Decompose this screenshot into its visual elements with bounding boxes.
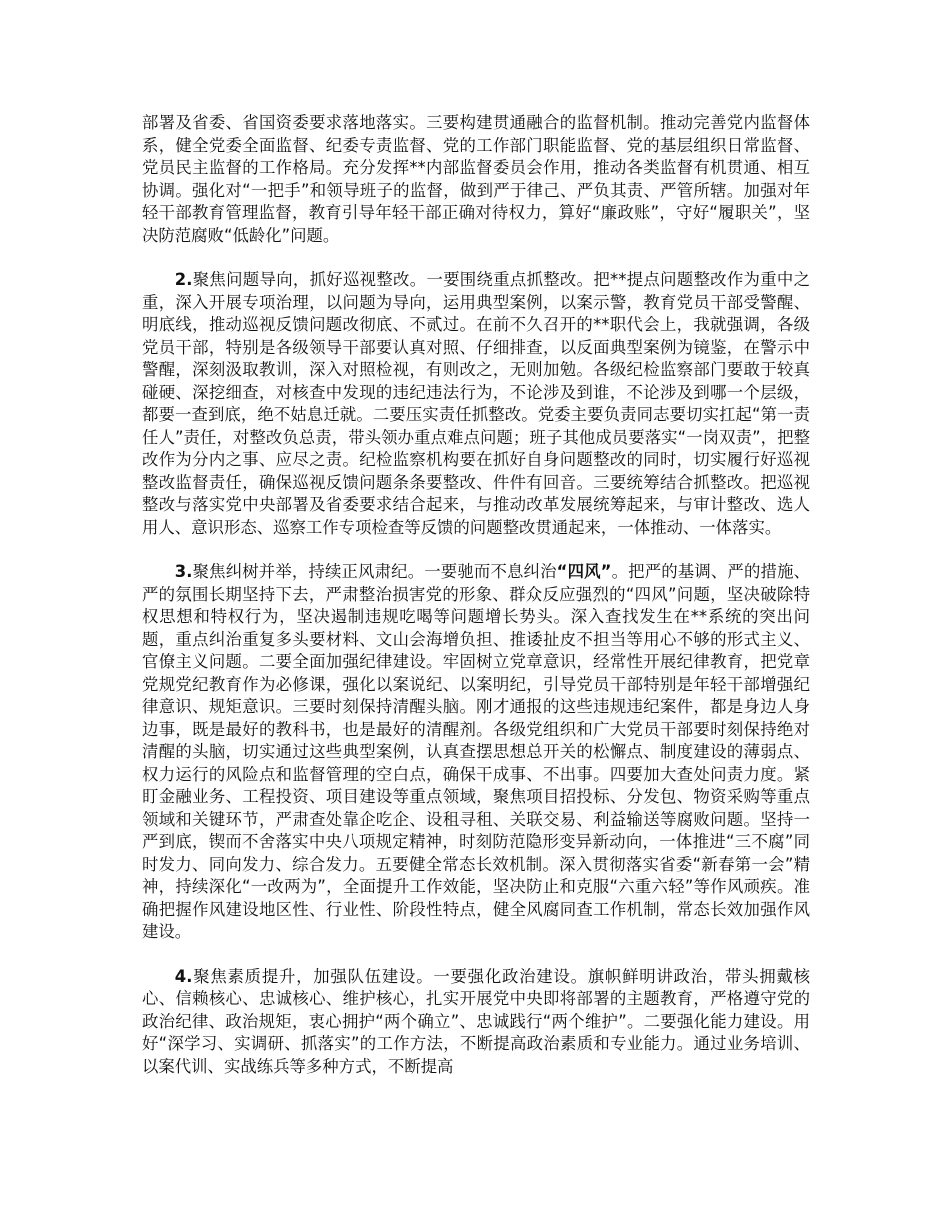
document-page [142, 112, 810, 1100]
paragraph-4-number: 4. [174, 966, 193, 986]
paragraph-2-number: 2. [174, 270, 193, 289]
paragraph-4-text: 聚焦素质提升，加强队伍建设。一要强化政治建设。旗帜鲜明讲政治，带头拥戴核心、信赖核心、忠诚核心、维护核心，扎实开展党中央即将部署的主题教育，严格遵守党的政治纪律、政治规矩，衷心拥护“两个确立”、忠诚践行“两个维护”。二要强化能力建设。用好“深学习、实调研、抓落实”的工作方法，不断提高政治素质和专业能力。通过业务培训、以案代训、实战练兵等多种方式，不断提高 [142, 966, 810, 1076]
paragraph-3-bold-phrase: “四风” [556, 562, 612, 581]
paragraph-4 [142, 966, 810, 1079]
paragraph-1-text: 部署及省委、省国资委要求落地落实。三要构建贯通融合的监督机制。推动完善党内监督体系，健全党委全面监督、纪委专责监督、党的工作部门职能监督、党的基层组织日常监督、党员民主监督的工作格局。充分发挥**内部监督委员会作用，推动各类监督有机贯通、相互协调。强化对“一把手”和领导班子的监督，做到严于律己、严负其责、严管所辖。加强对年轻干部教育管理监督，教育引导年轻干部正确对待权力，算好“廉政账”，守好“履职关”，坚决防范腐败“低龄化”问题。 [142, 113, 810, 245]
paragraph-3-text-before: 聚焦纠树并举，持续正风肃纪。一要驰而不息纠治 [192, 562, 557, 581]
paragraph-1 [142, 112, 810, 247]
paragraph-2 [142, 269, 810, 539]
paragraph-3-text: 。把严的基调、严的措施、严的氛围长期坚持下去，严肃整治损害党的形象、群众反应强烈的“四风”问题，坚决破除特权思想和特权行为，坚决遏制违规吃喝等问题增长势头。深入查找发生在**系统的突出问题，重点纠治重复多头要材料、文山会海增负担、推诿扯皮不担当等用心不够的形式主义、官僚主义问题。二要全面加强纪律建设。牢固树立党章意识，经常性开展纪律教育，把党章党规党纪教育作为必修课，强化以案说纪、以案明纪，引导党员干部特别是年轻干部增强纪律意识、规矩意识。三要时刻保持清醒头脑。刚才通报的这些违规违纪案件，都是身边人身边事，既是最好的教科书，也是最好的清醒剂。各级党组织和广大党员干部要时刻保持绝对清醒的头脑，切实通过这些典型案例，认真查摆思想总开关的松懈点、制度建设的薄弱点、权力运行的风险点和监督管理的空白点，确保干成事、不出事。四要加大查处问责力度。紧盯金融业务、工程投资、项目建设等重点领域，聚焦项目招投标、分发包、物资采购等重点领域和关键环节，严肃查处靠企吃企、设租寻租、关联交易、利益输送等腐败问题。坚持一严到底，锲而不舍落实中央八项规定精神，时刻防范隐形变异新动向，一体推进“三不腐”同时发力、同向发力、综合发力。五要健全常态长效机制。深入贯彻落实省委“新春第一会”精神，持续深化“一改两为”，全面提升工作效能，坚决防止和克服“六重六轻”等作风顽疾。准确把握作风建设地区性、行业性、阶段性特点，健全风腐同查工作机制，常态长效加强作风建设。 [142, 562, 811, 941]
paragraph-3-number: 3. [174, 562, 193, 581]
paragraph-3 [142, 561, 810, 944]
paragraph-2-text: 聚焦问题导向，抓好巡视整改。一要围绕重点抓整改。把**提点问题整改作为重中之重，深入开展专项治理，以问题为导向，运用典型案例，以案示警，教育党员干部受警醒、明底线，推动巡视反馈问题改彻底、不贰过。在前不久召开的**职代会上，我就强调，各级党员干部，特别是各级领导干部要认真对照、仔细排查，以反面典型案例为镜鉴，在警示中警醒，深刻汲取教训，深入对照检视，有则改之，无则加勉。各级纪检监察部门要敢于较真碰硬、深挖细查，对核查中发现的违纪违法行为，不论涉及到谁，不论涉及到哪一个层级，都要一查到底，绝不姑息迁就。二要压实责任抓整改。党委主要负责同志要切实扛起“第一责任人”责任，对整改负总责，带头领办重点难点问题；班子其他成员要落实“一岗双责”，把整改作为分内之事、应尽之责。纪检监察机构要在抓好自身问题整改的同时，切实履行好巡视整改监督责任，确保巡视反馈问题条条要整改、件件有回音。三要统筹结合抓整改。把巡视整改与落实党中央部署及省委要求结合起来，与推动改革发展统筹起来，与审计整改、选人用人、意识形态、巡察工作专项检查等反馈的问题整改贯通起来，一体推动、一体落实。 [142, 270, 810, 537]
